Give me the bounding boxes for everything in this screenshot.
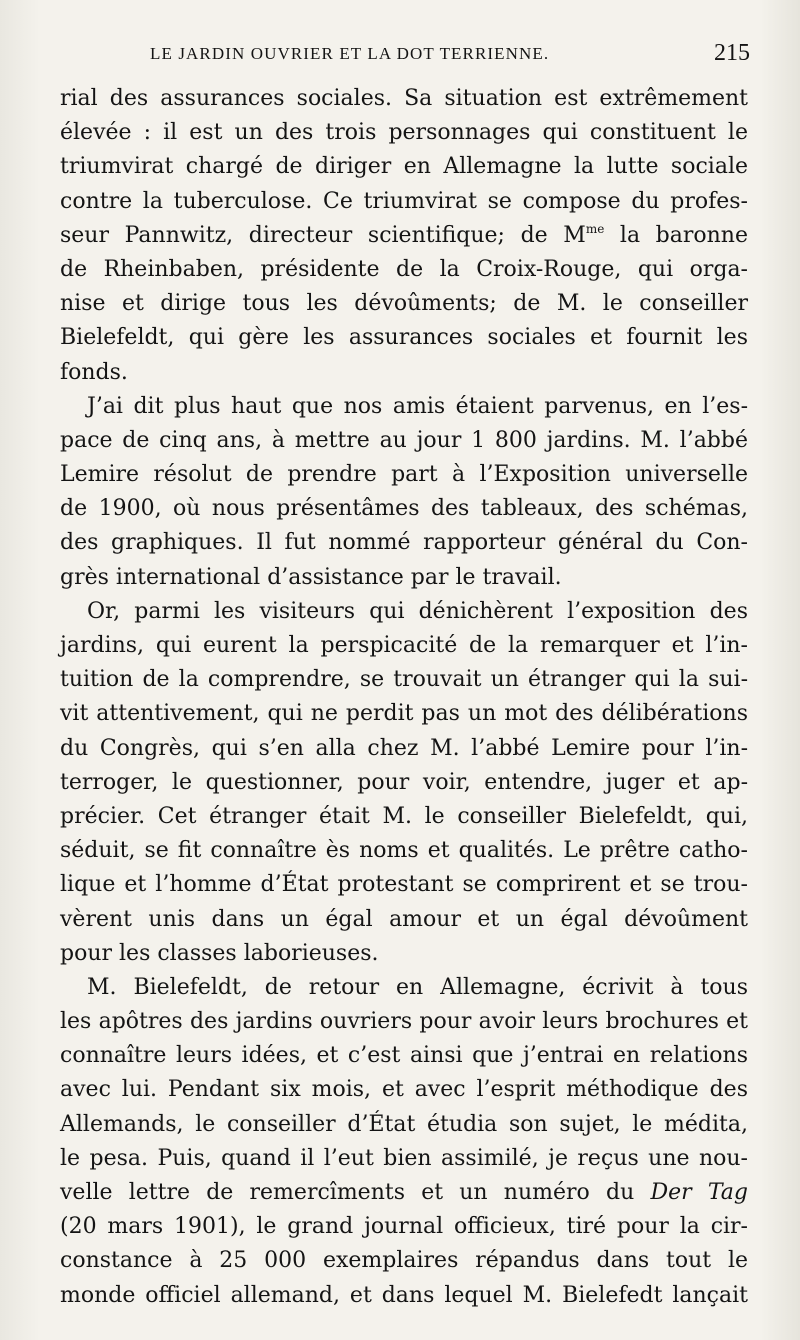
body-text bbox=[60, 82, 748, 1313]
text-line: (20 mars 1901), le grand journal officieux, tiré pour la cir- bbox=[60, 1214, 748, 1240]
text-line bbox=[60, 219, 748, 253]
text-line: fonds. bbox=[60, 359, 128, 385]
running-head: LE JARDIN OUVRIER ET LA DOT TERRIENNE. bbox=[150, 44, 550, 63]
text-line: M. Bielefeldt, de retour en Allemagne, écrivit à tous bbox=[87, 974, 748, 1000]
text-line: séduit, se fit connaître ès noms et qualités. Le prêtre catho- bbox=[60, 838, 748, 864]
text-line: Bielefeldt, qui gère les assurances sociales et fournit les bbox=[60, 325, 748, 351]
text-line: des graphiques. Il fut nommé rapporteur général du Con- bbox=[60, 530, 748, 556]
text-line: du Congrès, qui s’en alla chez M. l’abbé Lemire pour l’in- bbox=[60, 735, 748, 761]
text-line: Or, parmi les visiteurs qui dénichèrent l’exposition des bbox=[87, 598, 748, 624]
text-line: vit attentivement, qui ne perdit pas un mot des délibérations bbox=[60, 701, 748, 727]
text-line: avec lui. Pendant six mois, et avec l’esprit méthodique des bbox=[60, 1077, 748, 1103]
superscript: me bbox=[585, 221, 605, 236]
page-number: 215 bbox=[714, 40, 750, 66]
text-line: connaître leurs idées, et c’est ainsi que j’entrai en relations bbox=[60, 1043, 748, 1069]
text-line: Lemire résolut de prendre part à l’Exposition universelle bbox=[60, 462, 748, 488]
text-line: constance à 25 000 exemplaires répandus dans tout le bbox=[60, 1248, 748, 1274]
text-line: lique et l’homme d’État protestant se comprirent et se trou- bbox=[60, 872, 748, 898]
text-line: grès international d’assistance par le travail. bbox=[60, 564, 562, 590]
text-line: contre la tuberculose. Ce triumvirat se compose du profes- bbox=[60, 188, 748, 214]
text-line: pace de cinq ans, à mettre au jour 1 800 jardins. M. l’abbé bbox=[60, 427, 748, 453]
text-fragment: velle lettre de remercîments et un numéro du bbox=[60, 1180, 651, 1205]
text-line: rial des assurances sociales. Sa situation est extrêmement bbox=[60, 86, 748, 111]
page-header bbox=[60, 40, 750, 74]
text-line: les apôtres des jardins ouvriers pour avoir leurs brochures et bbox=[60, 1009, 748, 1035]
newspaper-title: Der Tag bbox=[650, 1180, 748, 1205]
text-line: tuition de la comprendre, se trouvait un étranger qui la sui- bbox=[60, 667, 748, 693]
text-fragment: la baronne bbox=[604, 222, 748, 248]
text-line: le pesa. Puis, quand il l’eut bien assimilé, je reçus une nou- bbox=[60, 1145, 748, 1171]
text-line: nise et dirige tous les dévoûments; de M. le conseiller bbox=[60, 291, 748, 317]
text-line: Allemands, le conseiller d’État étudia son sujet, le médita, bbox=[60, 1111, 748, 1137]
text-line: vèrent unis dans un égal amour et un égal dévoûment bbox=[60, 906, 748, 932]
text-line: précier. Cet étranger était M. le conseiller Bielefeldt, qui, bbox=[60, 803, 748, 829]
text-line: J’ai dit plus haut que nos amis étaient parvenus, en l’es- bbox=[87, 393, 748, 419]
text-line: terroger, le questionner, pour voir, entendre, juger et ap- bbox=[60, 769, 748, 795]
text-line: élevée : il est un des trois personnages qui constituent le bbox=[60, 120, 748, 146]
text-line: de Rheinbaben, présidente de la Croix-Rouge, qui orga- bbox=[60, 256, 748, 282]
text-line: pour les classes laborieuses. bbox=[60, 940, 379, 966]
text-line: triumvirat chargé de diriger en Allemagne la lutte sociale bbox=[60, 154, 748, 180]
text-line: jardins, qui eurent la perspicacité de la remarquer et l’in- bbox=[60, 633, 748, 658]
text-line bbox=[60, 1176, 748, 1210]
text-fragment: seur Pannwitz, directeur scientifique; de M bbox=[60, 222, 586, 248]
text-line: monde officiel allemand, et dans lequel M. Bielefedt lançait bbox=[60, 1282, 748, 1308]
text-line: de 1900, où nous présentâmes des tableaux, des schémas, bbox=[60, 496, 748, 522]
